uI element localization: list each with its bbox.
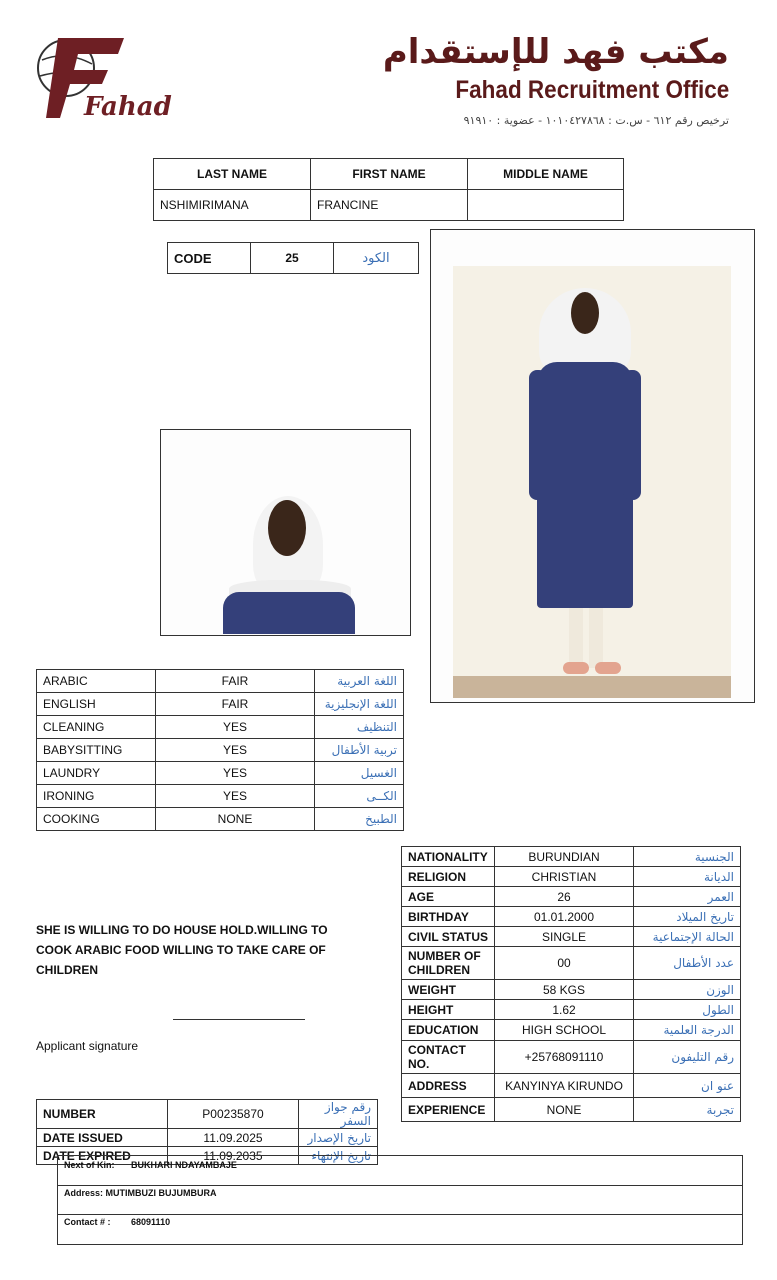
middle-name-header: MIDDLE NAME bbox=[468, 159, 624, 190]
detail-row-value: NONE bbox=[495, 1098, 634, 1122]
skill-row-value: YES bbox=[156, 716, 315, 739]
detail-row-label-arabic: عدد الأطفال bbox=[634, 947, 741, 980]
skill-row bbox=[37, 693, 404, 716]
detail-row bbox=[402, 887, 741, 907]
code-table bbox=[167, 242, 419, 274]
first-name-value: FRANCINE bbox=[311, 190, 468, 221]
passport-row-value: P00235870 bbox=[168, 1100, 299, 1129]
skill-row-label-arabic: الكــى bbox=[315, 785, 404, 808]
office-name-arabic: مكتب فهد للإستقدام bbox=[382, 32, 729, 72]
skill-row-label-arabic: الطبيخ bbox=[315, 808, 404, 831]
skill-row-label-arabic: التنظيف bbox=[315, 716, 404, 739]
detail-row-label-arabic: العمر bbox=[634, 887, 741, 907]
code-label: CODE bbox=[168, 243, 251, 274]
detail-row-label-arabic: عنو ان bbox=[634, 1074, 741, 1098]
skill-row-label: ARABIC bbox=[37, 670, 156, 693]
passport-row-label: DATE EXPIRED bbox=[37, 1147, 168, 1165]
signature-line bbox=[173, 1019, 305, 1020]
skills-table bbox=[36, 669, 404, 831]
detail-row-label: CONTACT NO. bbox=[402, 1041, 495, 1074]
kin-contact-label: Contact # : bbox=[64, 1217, 111, 1227]
detail-row-label-arabic: تاريخ الميلاد bbox=[634, 907, 741, 927]
skill-row-label-arabic: الغسيل bbox=[315, 762, 404, 785]
kin-name: BUKHARI NDAYAMBAJE bbox=[131, 1160, 237, 1170]
detail-row-label-arabic: الطول bbox=[634, 1000, 741, 1020]
detail-row-label-arabic: الوزن bbox=[634, 980, 741, 1000]
remarks-text: SHE IS WILLING TO DO HOUSE HOLD.WILLING TO COOK ARABIC FOOD WILLING TO TAKE CARE OF CHILDREN bbox=[36, 923, 328, 977]
skill-row-label: ENGLISH bbox=[37, 693, 156, 716]
detail-row-value: KANYINYA KIRUNDO bbox=[495, 1074, 634, 1098]
skill-row bbox=[37, 785, 404, 808]
skill-row-label-arabic: تربية الأطفال bbox=[315, 739, 404, 762]
next-of-kin-box bbox=[57, 1155, 743, 1245]
detail-row-value: CHRISTIAN bbox=[495, 867, 634, 887]
detail-row-value: 58 KGS bbox=[495, 980, 634, 1000]
detail-row bbox=[402, 927, 741, 947]
detail-row bbox=[402, 1000, 741, 1020]
skill-row-value: NONE bbox=[156, 808, 315, 831]
full-body-photo bbox=[430, 229, 755, 703]
code-value: 25 bbox=[251, 243, 334, 274]
first-name-header: FIRST NAME bbox=[311, 159, 468, 190]
logo-wordmark: Fahad bbox=[84, 92, 172, 122]
skill-row-value: YES bbox=[156, 785, 315, 808]
detail-row-label: NUMBER OF CHILDREN bbox=[402, 947, 495, 980]
skill-row-value: FAIR bbox=[156, 693, 315, 716]
detail-row bbox=[402, 847, 741, 867]
detail-row-value: BURUNDIAN bbox=[495, 847, 634, 867]
kin-address: Address: MUTIMBUZI BUJUMBURA bbox=[64, 1188, 217, 1198]
detail-row-value: +25768091110 bbox=[495, 1041, 634, 1074]
detail-row-label-arabic: تجربة bbox=[634, 1098, 741, 1122]
detail-row bbox=[402, 1098, 741, 1122]
passport-row-label-arabic: تاريخ الإنتهاء bbox=[299, 1147, 378, 1165]
skill-row bbox=[37, 670, 404, 693]
passport-row-label-arabic: رقم جواز السفر bbox=[299, 1100, 378, 1129]
detail-row bbox=[402, 907, 741, 927]
detail-row-label-arabic: الحالة الإجتماعية bbox=[634, 927, 741, 947]
kin-label: Next of Kin: bbox=[64, 1160, 115, 1170]
detail-row bbox=[402, 947, 741, 980]
skill-row bbox=[37, 716, 404, 739]
detail-row-label: ADDRESS bbox=[402, 1074, 495, 1098]
details-table bbox=[401, 846, 741, 1122]
passport-row bbox=[37, 1129, 378, 1147]
detail-row bbox=[402, 1041, 741, 1074]
detail-row-value: 1.62 bbox=[495, 1000, 634, 1020]
detail-row bbox=[402, 1074, 741, 1098]
detail-row-label: CIVIL STATUS bbox=[402, 927, 495, 947]
last-name-value: NSHIMIRIMANA bbox=[154, 190, 311, 221]
detail-row-label-arabic: رقم التليفون bbox=[634, 1041, 741, 1074]
detail-row bbox=[402, 1020, 741, 1041]
detail-row-value: SINGLE bbox=[495, 927, 634, 947]
passport-row-label: DATE ISSUED bbox=[37, 1129, 168, 1147]
company-logo bbox=[36, 30, 172, 130]
skill-row-label: CLEANING bbox=[37, 716, 156, 739]
office-name-english: Fahad Recruitment Office bbox=[455, 76, 729, 104]
passport-row-value: 11.09.2035 bbox=[168, 1147, 299, 1165]
kin-contact-value: 68091110 bbox=[131, 1217, 171, 1227]
skill-row bbox=[37, 762, 404, 785]
kin-name-row bbox=[64, 1160, 237, 1170]
skill-row-label: IRONING bbox=[37, 785, 156, 808]
passport-row-value: 11.09.2025 bbox=[168, 1129, 299, 1147]
passport-row-label: NUMBER bbox=[37, 1100, 168, 1129]
detail-row bbox=[402, 980, 741, 1000]
skill-row bbox=[37, 739, 404, 762]
detail-row-label: EDUCATION bbox=[402, 1020, 495, 1041]
last-name-header: LAST NAME bbox=[154, 159, 311, 190]
skill-row-label-arabic: اللغة الإنجليزية bbox=[315, 693, 404, 716]
skill-row-label: COOKING bbox=[37, 808, 156, 831]
skill-row-label: BABYSITTING bbox=[37, 739, 156, 762]
passport-row-label-arabic: تاريخ الإصدار bbox=[299, 1129, 378, 1147]
detail-row-label: WEIGHT bbox=[402, 980, 495, 1000]
name-table bbox=[153, 158, 624, 221]
detail-row-label: NATIONALITY bbox=[402, 847, 495, 867]
license-line: ترخيص رقم ٦١٢ - س.ت : ١٠١٠٤٢٧٨٦٨ - عضوية : ٩١٩١٠ bbox=[463, 114, 729, 127]
detail-row bbox=[402, 867, 741, 887]
middle-name-value bbox=[468, 190, 624, 221]
detail-row-value: 00 bbox=[495, 947, 634, 980]
detail-row-value: 26 bbox=[495, 887, 634, 907]
portrait-photo bbox=[160, 429, 411, 636]
detail-row-value: HIGH SCHOOL bbox=[495, 1020, 634, 1041]
skill-row-value: YES bbox=[156, 739, 315, 762]
detail-row-label: HEIGHT bbox=[402, 1000, 495, 1020]
code-label-arabic: الكود bbox=[334, 243, 419, 274]
signature-label: Applicant signature bbox=[36, 1039, 139, 1053]
detail-row-value: 01.01.2000 bbox=[495, 907, 634, 927]
detail-row-label: EXPERIENCE bbox=[402, 1098, 495, 1122]
skill-row bbox=[37, 808, 404, 831]
skill-row-label: LAUNDRY bbox=[37, 762, 156, 785]
kin-contact-row bbox=[64, 1217, 170, 1227]
detail-row-label-arabic: الجنسية bbox=[634, 847, 741, 867]
detail-row-label-arabic: الدرجة العلمية bbox=[634, 1020, 741, 1041]
detail-row-label-arabic: الديانة bbox=[634, 867, 741, 887]
skill-row-label-arabic: اللغة العربية bbox=[315, 670, 404, 693]
detail-row-label: AGE bbox=[402, 887, 495, 907]
passport-row bbox=[37, 1100, 378, 1129]
skill-row-value: FAIR bbox=[156, 670, 315, 693]
detail-row-label: BIRTHDAY bbox=[402, 907, 495, 927]
detail-row-label: RELIGION bbox=[402, 867, 495, 887]
skill-row-value: YES bbox=[156, 762, 315, 785]
